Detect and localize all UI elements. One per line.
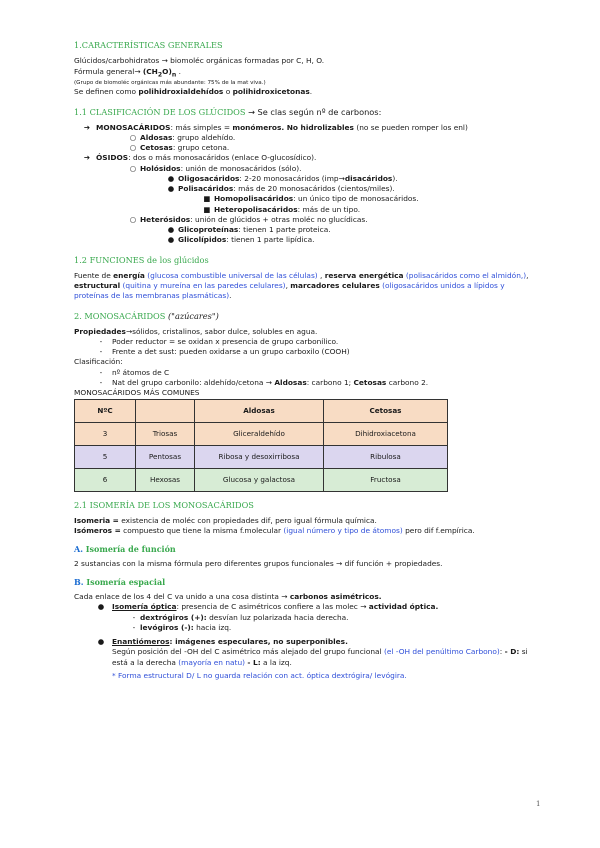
definition-line: Se definen como polihidroxialdehídos o polihidroxicetonas. xyxy=(74,87,313,97)
table-cell: Triosas xyxy=(136,423,195,446)
list-item-oxidation: - Frente a det sust: pueden oxidarse a un grupo carboxilo (COOH) xyxy=(74,347,530,357)
abundance-note: (Grupo de biomoléc orgánicas más abundante: 75% de la mat viva.) xyxy=(74,79,266,86)
list-item-osidos: ➔ ÓSIDOS: dos o más monosacáridos (enlace O-glucosídico). xyxy=(74,153,530,163)
section-1-2-title: 1.2 FUNCIONES de los glúcidos xyxy=(74,255,209,266)
list-item-aldosas: ○ Aldosas: grupo aldehído. xyxy=(74,133,530,143)
list-item-enantiomeros: ● Enantiómeros: imágenes especulares, no superponibles. xyxy=(74,637,530,647)
isomeria-espacial-text: Cada enlace de los 4 del C va unido a una cosa distinta → carbonos asimétricos. xyxy=(74,592,382,602)
common-monosaccharides-label: MONOSACÁRIDOS MÁS COMUNES xyxy=(74,387,200,397)
table-cell: Pentosas xyxy=(136,446,195,469)
list-item-glicolipidos: ● Glicolípidos: tienen 1 parte lipídica. xyxy=(74,235,530,245)
dash-bullet-icon: - xyxy=(99,336,103,346)
dot-bullet-icon: ● xyxy=(97,637,105,647)
list-item-monosacaridos: ➔ MONOSACÁRIDOS: más simples = monómeros. No hidrolizables (no se pueden romper los enl) xyxy=(74,123,530,133)
list-item-heteropolisacaridos: ■ Heteropolisacáridos: más de un tipo. xyxy=(74,205,530,215)
properties-line: Propiedades→sólidos, cristalinos, sabor dulce, solubles en agua. xyxy=(74,326,318,336)
circle-bullet-icon: ○ xyxy=(129,214,137,224)
dash-bullet-icon: - xyxy=(99,367,103,377)
table-row xyxy=(75,423,448,446)
table-header: Aldosas xyxy=(195,400,324,423)
list-item-isomeria-optica: ● Isomería óptica: presencia de C asimétricos confiere a las molec → actividad óptica. xyxy=(74,602,530,612)
list-item-heterosidos: ○ Heterósidos: unión de glúcidos + otras moléc no glucídicas. xyxy=(74,215,530,225)
list-item-homopolisacaridos: ■ Homopolisacáridos: un único tipo de monosacáridos. xyxy=(74,194,530,204)
table-cell: 6 xyxy=(75,469,136,492)
isomeria-funcion-text: 2 sustancias con la misma fórmula pero diferentes grupos funcionales → dif función + propiedades. xyxy=(74,558,443,568)
section-1-title: 1.CARACTERÍSTICAS GENERALES xyxy=(74,40,223,50)
dot-bullet-icon: ● xyxy=(167,235,175,245)
list-item-dextrogiros: - dextrógiros (+): desvían luz polarizada hacia derecha. xyxy=(74,613,530,623)
list-item-oligosacaridos: ● Oligosacáridos: 2-20 monosacáridos (imp→disacáridos). xyxy=(74,174,530,184)
isomeria-definition: Isomeria = existencia de moléc con propiedades dif, pero igual fórmula química. xyxy=(74,515,377,525)
circle-bullet-icon: ○ xyxy=(129,163,137,173)
square-bullet-icon: ■ xyxy=(203,204,211,214)
table-header-row xyxy=(75,400,448,423)
list-item-glicoproteinas: ● Glicoproteínas: tienen 1 parte proteica. xyxy=(74,225,530,235)
functions-paragraph: Fuente de energía (glucosa combustible universal de las células) , reserva energética (polisacáridos como el almidón,), estructural (quitina y mureína en las paredes celulares), marcadores celulares (oligosacáridos unidos a lípidos y proteínas de las membranas plasmáticas). xyxy=(74,270,529,301)
dot-bullet-icon: ● xyxy=(167,224,175,234)
table-cell: Glucosa y galactosa xyxy=(195,469,324,492)
table-header xyxy=(136,400,195,423)
page-number: 1 xyxy=(536,800,541,808)
optical-activity-note: * Forma estructural D/ L no guarda relación con act. óptica dextrógira/ levógira. xyxy=(112,670,407,680)
dot-bullet-icon: ● xyxy=(97,602,105,612)
isomeros-definition: Isómeros = compuesto que tiene la misma f.molecular (igual número y tipo de átomos) pero dif f.empírica. xyxy=(74,525,475,535)
dash-bullet-icon: - xyxy=(99,377,103,387)
table-header: NºC xyxy=(75,400,136,423)
section-2-1-title: 2.1 ISOMERÍA DE LOS MONOSACÁRIDOS xyxy=(74,500,254,511)
circle-bullet-icon: ○ xyxy=(129,143,137,153)
dash-bullet-icon: - xyxy=(99,347,103,357)
table-row xyxy=(75,446,448,469)
dash-bullet-icon: - xyxy=(132,612,136,622)
subsection-a-title: A. Isomería de función xyxy=(74,543,176,554)
enantiomer-position-text: Según posición del -OH del C asimétrico más alejado del grupo funcional (el -OH del penúltimo Carbono): - D: si está a la derecha (mayoría en natu) - L: a la izq. xyxy=(112,647,528,667)
formula-line: Fórmula general→ $(CH_2O)_n$ . xyxy=(74,66,181,78)
table-cell: Dihidroxiacetona xyxy=(324,423,448,446)
section-1-1-title: 1.1 CLASIFICACIÓN DE LOS GLÚCIDOS → Se clas según nº de carbonos: xyxy=(74,107,382,118)
list-item-carbonyl: - Nat del grupo carbonilo: aldehído/cetona → Aldosas: carbono 1; Cetosas carbono 2. xyxy=(74,378,530,388)
table-cell: Gliceraldehído xyxy=(195,423,324,446)
table-cell: 3 xyxy=(75,423,136,446)
table-cell: Ribulosa xyxy=(324,446,448,469)
table-cell: Hexosas xyxy=(136,469,195,492)
circle-bullet-icon: ○ xyxy=(129,132,137,142)
list-item-holosidos: ○ Holósidos: unión de monosacáridos (sólo). xyxy=(74,164,530,174)
carbohydrates-line: Glúcidos/carbohidratos → biomoléc orgánicas formadas por C, H, O. xyxy=(74,56,325,66)
list-item-cetosas: ○ Cetosas: grupo cetona. xyxy=(74,143,530,153)
section-2-title: 2. MONOSACÁRIDOS ("azúcares") xyxy=(74,311,219,322)
arrow-bullet-icon: ➔ xyxy=(83,153,91,163)
classification-label: Clasificación: xyxy=(74,357,123,367)
list-item-levogiros: - levógiros (-): hacia izq. xyxy=(74,623,530,633)
list-item-poder-reductor: - Poder reductor = se oxidan x presencia de grupo carbonílico. xyxy=(74,337,530,347)
dot-bullet-icon: ● xyxy=(167,173,175,183)
list-item-polisacaridos: ● Polisacáridos: más de 20 monosacáridos (cientos/miles). xyxy=(74,184,530,194)
monosaccharides-table xyxy=(74,399,448,492)
subsection-b-title: B. Isomería espacial xyxy=(74,577,166,588)
square-bullet-icon: ■ xyxy=(203,194,211,204)
arrow-bullet-icon: ➔ xyxy=(83,122,91,132)
list-item-carbon-count: - nº átomos de C xyxy=(74,368,530,378)
table-cell: Ribosa y desoxirribosa xyxy=(195,446,324,469)
table-header: Cetosas xyxy=(324,400,448,423)
table-row xyxy=(75,469,448,492)
dot-bullet-icon: ● xyxy=(167,184,175,194)
table-cell: Fructosa xyxy=(324,469,448,492)
dash-bullet-icon: - xyxy=(132,622,136,632)
table-cell: 5 xyxy=(75,446,136,469)
